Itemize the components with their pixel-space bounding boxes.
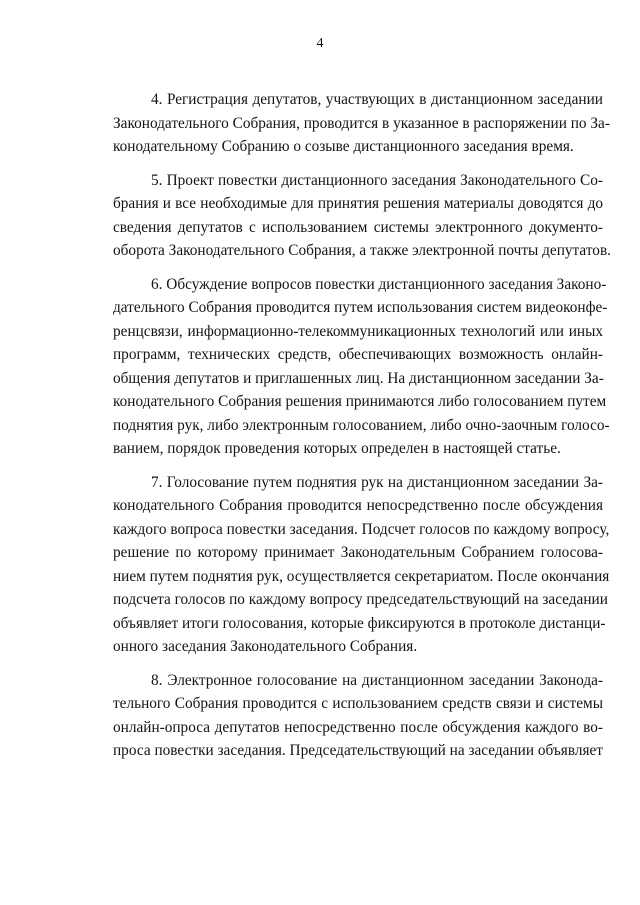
paragraph-6 bbox=[113, 273, 610, 461]
text-line: конодательного Собрания решения принимаются либо голосованием путем bbox=[113, 393, 607, 410]
text-line: общения депутатов и приглашенных лиц. На дистанционном заседании За- bbox=[113, 369, 604, 387]
text-line: поднятия рук, либо электронным голосованием, либо очно-заочным голосо- bbox=[113, 416, 610, 434]
text-line: брания и все необходимые для принятия решения материалы доводятся до bbox=[113, 195, 603, 212]
text-line: 8. Электронное голосование на дистанционном заседании Законода- bbox=[151, 671, 603, 689]
text-line: решение по которому принимает Законодательным Собранием голосова- bbox=[113, 544, 603, 561]
text-line: программ, технических средств, обеспечивающих возможность онлайн- bbox=[113, 346, 603, 363]
text-line: объявляет итоги голосования, которые фиксируются в протоколе дистанци- bbox=[113, 614, 606, 632]
text-line: проса повестки заседания. Председательствующий на заседании объявляет bbox=[113, 742, 603, 759]
text-line: каждого вопроса повестки заседания. Подсчет голосов по каждому вопросу, bbox=[113, 520, 610, 538]
text-line: дательного Собрания проводится путем использования систем видеоконфе- bbox=[113, 299, 608, 316]
text-line: конодательному Собранию о созыве дистанционного заседания время. bbox=[113, 138, 574, 155]
paragraph-7 bbox=[113, 471, 610, 659]
text-line: сведения депутатов с использованием системы электронного документо- bbox=[113, 218, 603, 236]
text-line: нием путем поднятия рук, осуществляется секретариатом. После окончания bbox=[113, 567, 610, 585]
page-number: 4 bbox=[316, 36, 324, 51]
text-line: 7. Голосование путем поднятия рук на дистанционном заседании За- bbox=[151, 473, 603, 491]
text-line: 6. Обсуждение вопросов повестки дистанционного заседания Законо- bbox=[151, 275, 607, 293]
text-line: ренцсвязи, информационно-телекоммуникационных технологий или иных bbox=[113, 322, 603, 340]
document-body bbox=[113, 88, 611, 763]
text-line: онлайн-опроса депутатов непосредственно после обсуждения каждого во- bbox=[113, 718, 603, 736]
text-line: ванием, порядок проведения которых определен в настоящей статье. bbox=[113, 440, 561, 457]
text-line: Законодательного Собрания, проводится в указанное в распоряжении по За- bbox=[113, 114, 610, 132]
paragraph-8 bbox=[113, 669, 603, 763]
text-line: 4. Регистрация депутатов, участвующих в дистанционном заседании bbox=[151, 91, 603, 108]
text-line: конодательного Собрания проводится непосредственно после обсуждения bbox=[113, 497, 603, 514]
text-line: 5. Проект повестки дистанционного заседания Законодательного Со- bbox=[151, 171, 603, 189]
paragraph-4 bbox=[113, 88, 610, 159]
text-line: онного заседания Законодательного Собрания. bbox=[113, 638, 418, 655]
text-line: тельного Собрания проводится с использованием средств связи и системы bbox=[113, 695, 603, 712]
text-line: подсчета голосов по каждому вопросу председательствующий на заседании bbox=[113, 591, 608, 608]
text-line: оборота Законодательного Собрания, а также электронной почты депутатов. bbox=[113, 242, 611, 259]
paragraph-5 bbox=[113, 169, 611, 263]
